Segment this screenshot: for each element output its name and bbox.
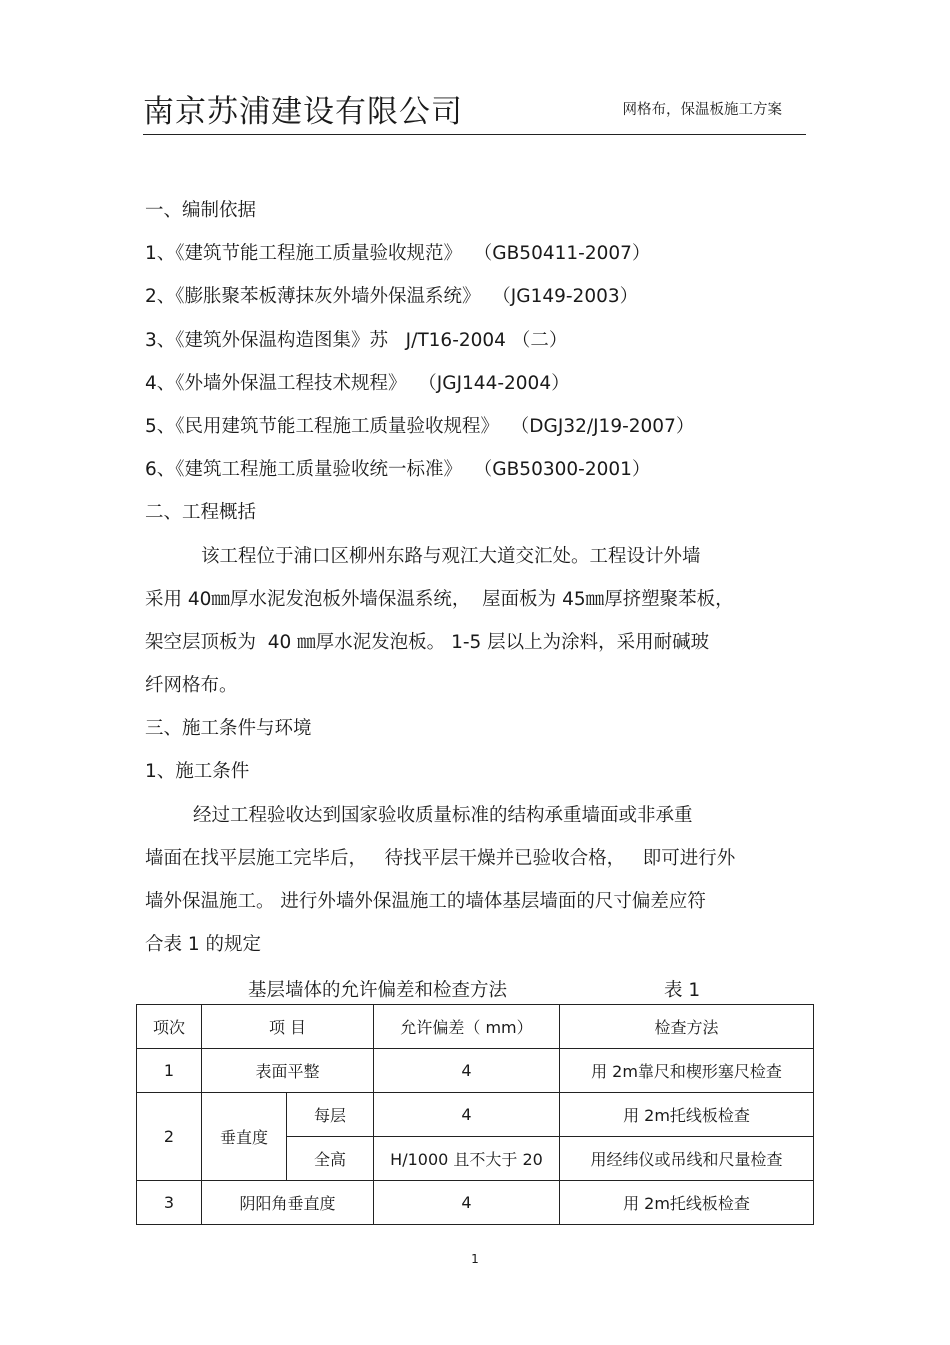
conditions-paragraph-line: 墙外保温施工。 进行外墙外保温施工的墙体基层墙面的尺寸偏差应符 [145,891,706,912]
conditions-paragraph-line: 经过工程验收达到国家验收质量标准的结构承重墙面或非承重 [193,804,693,826]
conditions-paragraph-line: 合表 1 的规定 [145,934,262,956]
reference-item-4: 4、《外墙外保温工程技术规程》 （JGJ144-2004） [145,372,570,394]
cell-no: 3 [137,1181,202,1225]
table-row [137,1093,814,1137]
cell-tolerance: 4 [374,1049,560,1093]
section-heading-conditions: 三、施工条件与环境 [145,718,312,740]
cell-no: 2 [137,1093,202,1181]
cell-tolerance: H/1000 且不大于 20 [374,1137,560,1181]
cell-method: 用 2m托线板检查 [560,1181,814,1225]
cell-item: 垂直度 [202,1093,287,1181]
cell-no: 1 [137,1049,202,1093]
page-number: 1 [471,1252,479,1266]
subsection-heading-construction-conditions: 1、施工条件 [145,761,250,783]
header-cell: 项 目 [202,1005,374,1049]
header-cell: 检查方法 [560,1005,814,1049]
table-label: 表 1 [664,980,701,1001]
table-header-row [137,1005,814,1049]
cell-tolerance: 4 [374,1093,560,1137]
table-row [137,1049,814,1093]
header-cell: 允许偏差（ mm） [374,1005,560,1049]
cell-tolerance: 4 [374,1181,560,1225]
cell-item: 表面平整 [202,1049,374,1093]
cell-subitem: 每层 [287,1093,374,1137]
reference-item-6: 6、《建筑工程施工质量验收统一标准》 （GB50300-2001） [145,459,651,481]
cell-item: 阴阳角垂直度 [202,1181,374,1225]
header-cell: 项次 [137,1005,202,1049]
tolerance-table [136,1004,814,1225]
document-body [145,197,805,974]
section-heading-basis: 一、编制依据 [145,200,257,221]
reference-item-3: 3、《建筑外保温构造图集》苏 J/T16-2004 （二） [145,329,568,351]
table-title: 基层墙体的允许偏差和检查方法 [248,980,508,1001]
cell-method: 用经纬仪或吊线和尺量检查 [560,1137,814,1181]
conditions-paragraph-line: 墙面在找平层施工完毕后， 待找平层干燥并已验收合格， 即可进行外 [145,847,736,869]
table-row [137,1181,814,1225]
reference-item-2: 2、《膨胀聚苯板薄抹灰外墙外保温系统》 （JG149-2003） [145,286,639,308]
document-subject: 网格布，保温板施工方案 [622,102,782,118]
overview-paragraph-line: 该工程位于浦口区柳州东路与观江大道交汇处。工程设计外墙 [201,545,701,567]
section-heading-overview: 二、工程概括 [145,502,257,524]
reference-item-1: 1、《建筑节能工程施工质量验收规范》 （GB50411-2007） [145,243,651,265]
page-header [143,84,806,135]
cell-subitem: 全高 [287,1137,374,1181]
cell-method: 用 2m靠尺和楔形塞尺检查 [560,1049,814,1093]
overview-paragraph-line: 架空层顶板为 40 ㎜厚水泥发泡板。 1-5 层以上为涂料，采用耐碱玻 [145,631,710,653]
overview-paragraph-line: 采用 40㎜厚水泥发泡板外墙保温系统， 屋面板为 45㎜厚挤塑聚苯板， [145,588,734,610]
cell-method: 用 2m托线板检查 [560,1093,814,1137]
overview-paragraph-line: 纤网格布。 [145,675,238,697]
company-name: 南京苏浦建设有限公司 [143,94,463,130]
reference-item-5: 5、《民用建筑节能工程施工质量验收规程》 （DGJ32/J19-2007） [145,415,695,437]
